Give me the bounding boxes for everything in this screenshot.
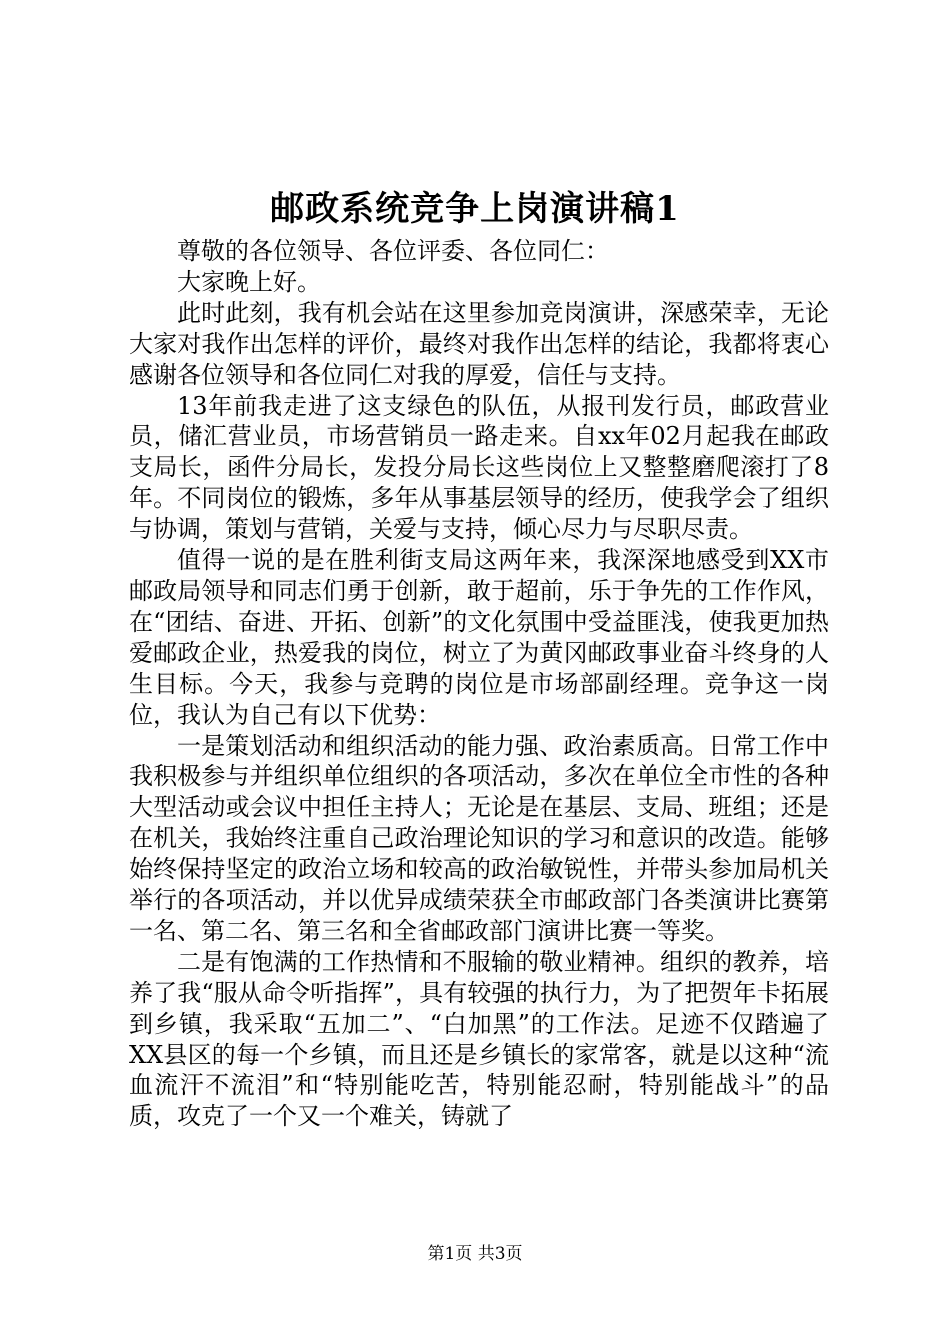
body-paragraph: 一是策划活动和组织活动的能力强、政治素质高。日常工作中我积极参与并组织单位组织的各项活动，多次在单位全市性的各种大型活动或会议中担任主持人；无论是在基层、支局、班组；还是在机关，我始终注重自己政治理论知识的学习和意识的改造。能够始终保持坚定的政治立场和较高的政治敏锐性，并带头参加局机关举行的各项活动，并以优异成绩荣获全市邮政部门各类演讲比赛第一名、第二名、第三名和全省邮政部门演讲比赛一等奖。 bbox=[129, 731, 829, 945]
salutation-paragraph: 尊敬的各位领导、各位评委、各位同仁： bbox=[177, 237, 609, 265]
greeting-paragraph: 大家晚上好。 bbox=[177, 267, 321, 296]
page-title: 邮政系统竞争上岗演讲稿1 bbox=[270, 189, 680, 229]
body-paragraph: 此时此刻，我有机会站在这里参加竞岗演讲，深感荣幸，无论大家对我作出怎样的评价，最终对我作出怎样的结论，我都将衷心感谢各位领导和各位同仁对我的厚爱，信任与支持。 bbox=[129, 298, 829, 389]
body-paragraph: 二是有饱满的工作热情和不服输的敬业精神。组织的教养，培养了我“服从命令听指挥”，具有较强的执行力，为了把贺年卡拓展到乡镇，我采取“五加二”、“白加黑”的工作法。足迹不仅踏遍了XX县区的每一个乡镇，而且还是乡镇长的家常客，就是以这种“流血流汗不流泪”和“特别能吃苦，特别能忍耐，特别能战斗”的品质，攻克了一个又一个难关，铸就了 bbox=[129, 947, 829, 1131]
body-paragraph: 13年前我走进了这支绿色的队伍，从报刊发行员，邮政营业员，储汇营业员，市场营销员一路走来。自xx年02月起我在邮政支局长，函件分局长，发投分局长这些岗位上又整整磨爬滚打了8年。不同岗位的锻炼，多年从事基层领导的经历，使我学会了组织与协调，策划与营销，关爱与支持，倾心尽力与尽职尽责。 bbox=[129, 391, 829, 544]
body-paragraph: 值得一说的是在胜利街支局这两年来，我深深地感受到XX市邮政局领导和同志们勇于创新，敢于超前，乐于争先的工作作风，在“团结、奋进、开拓、创新”的文化氛围中受益匪浅，使我更加热爱邮政企业，热爱我的岗位，树立了为黄冈邮政事业奋斗终身的人生目标。今天，我参与竞聘的岗位是市场部副经理。竞争这一岗位，我认为自己有以下优势： bbox=[129, 546, 829, 729]
document-body bbox=[129, 236, 829, 1132]
page-number: 第1页 共3页 bbox=[427, 1244, 523, 1264]
